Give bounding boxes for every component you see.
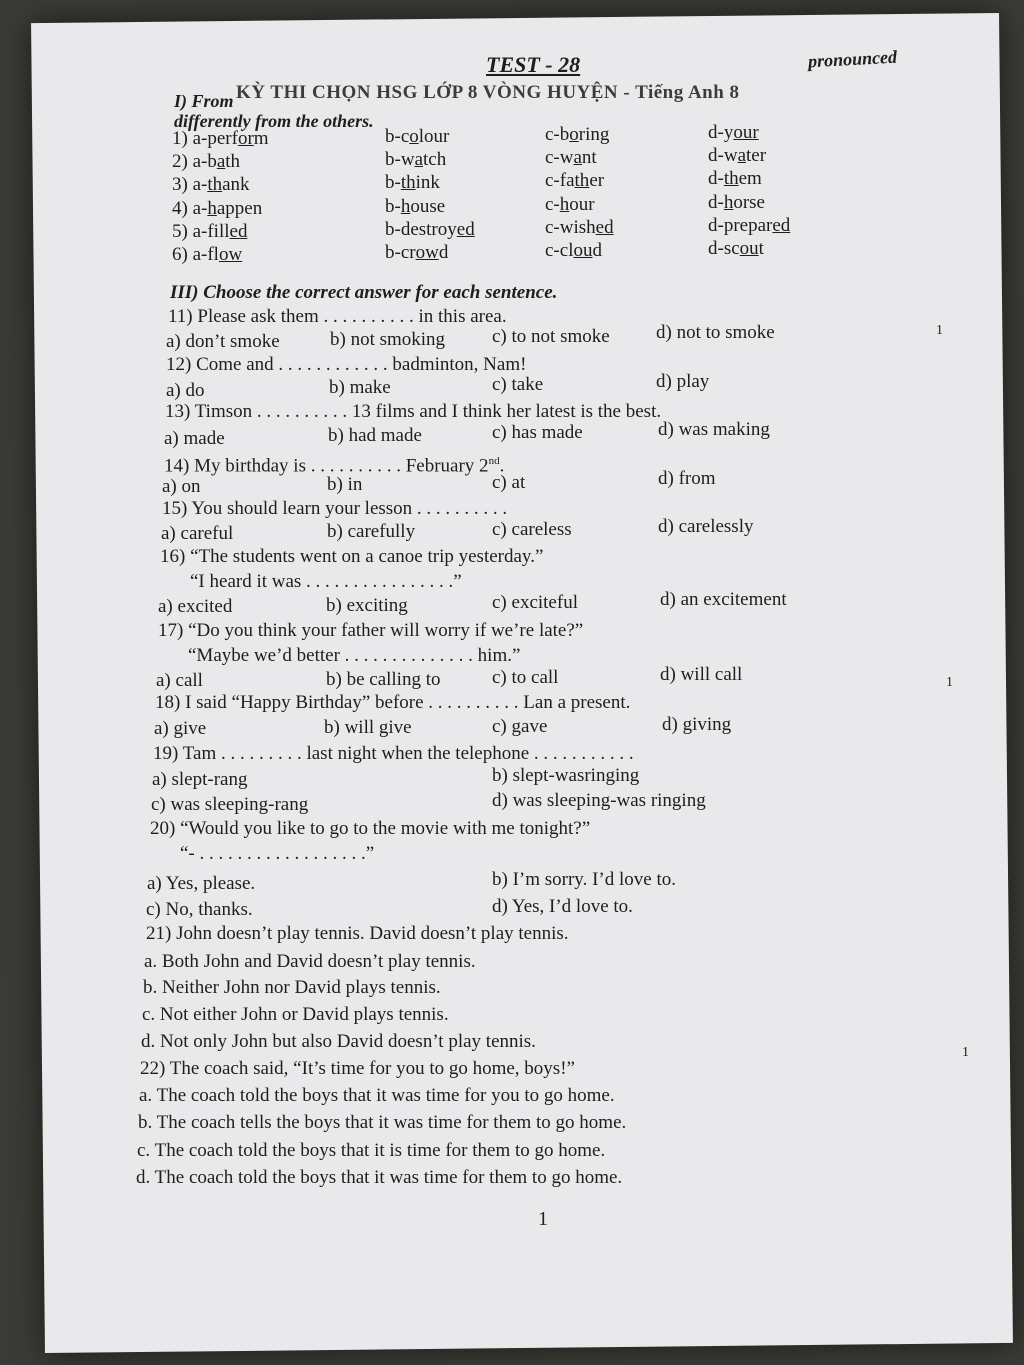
q16-option-b: b) exciting <box>326 595 408 616</box>
section1-q5-option-d: d-prepared <box>708 215 791 236</box>
q16-stem: 16) “The students went on a canoe trip yesterday.” <box>160 546 544 567</box>
section1-q3-option-d: d-them <box>708 168 762 189</box>
page-number: 1 <box>538 1208 548 1230</box>
q13-stem: 13) Timson . . . . . . . . . . 13 films and I think her latest is the best. <box>165 401 662 422</box>
q17-option-a: a) call <box>156 670 203 691</box>
margin-mark: 1 <box>946 675 953 690</box>
margin-mark: 1 <box>962 1045 969 1060</box>
underlined-part: th <box>723 168 739 189</box>
q22-option-a: a. The coach told the boys that it was time for you to go home. <box>139 1085 615 1106</box>
q14-superscript: nd <box>488 455 500 467</box>
q17-option-b: b) be calling to <box>326 669 441 690</box>
underlined-part: our <box>733 122 759 143</box>
underlined-part: th <box>400 172 416 193</box>
section1-q3-option-b: b-think <box>385 172 440 193</box>
q20-stem: 20) “Would you like to go to the movie with me tonight?” <box>150 818 591 839</box>
q16-option-a: a) excited <box>158 596 233 617</box>
underlined-part: ow <box>218 244 243 265</box>
section1-q6-option-d: d-scout <box>708 238 764 259</box>
underlined-part: ed <box>772 215 791 236</box>
q20-option-d: d) Yes, I’d love to. <box>492 896 633 917</box>
underlined-part: ed <box>456 219 475 240</box>
q18-option-d: d) giving <box>662 714 732 735</box>
q14-option-b: b) in <box>327 474 363 495</box>
q19-option-b: b) slept-wasringing <box>492 765 640 786</box>
q12-option-b: b) make <box>329 377 391 398</box>
section1-q5-option-c: c-wished <box>545 217 614 238</box>
q11-stem: 11) Please ask them . . . . . . . . . . in this area. <box>168 306 507 327</box>
underlined-part: h <box>207 198 217 219</box>
q14-option-a: a) on <box>162 476 201 497</box>
section1-q4-option-c: c-hour <box>545 194 595 215</box>
q12-option-d: d) play <box>656 371 710 392</box>
underlined-part: a <box>737 145 746 166</box>
section1-q2-option-a: 2) a-bath <box>172 151 241 172</box>
q11-option-d: d) not to smoke <box>656 322 775 343</box>
underlined-part: or <box>237 128 254 149</box>
underlined-part: ou <box>739 238 759 259</box>
q22-option-c: c. The coach told the boys that it is time for them to go home. <box>137 1140 606 1161</box>
q21-option-d: d. Not only John but also David doesn’t play tennis. <box>141 1031 536 1052</box>
section1-q5-option-b: b-destroyed <box>385 219 475 240</box>
section1-q1-option-c: c-boring <box>545 124 610 145</box>
section1-q1-option-a: 1) a-perform <box>172 128 269 149</box>
section1-intro-line2: differently from the others. <box>174 111 374 131</box>
section1-q2-option-c: c-want <box>545 147 597 168</box>
q15-option-d: d) carelessly <box>658 516 754 537</box>
q14-option-d: d) from <box>658 468 716 489</box>
q20-option-b: b) I’m sorry. I’d love to. <box>492 869 676 890</box>
q20-stem-line2: “- . . . . . . . . . . . . . . . . . .” <box>180 843 375 864</box>
section1-q3-option-a: 3) a-thank <box>172 174 250 195</box>
q15-option-a: a) careful <box>161 523 234 544</box>
section1-q4-option-d: d-horse <box>708 192 765 213</box>
q19-stem: 19) Tam . . . . . . . . . last night when the telephone . . . . . . . . . . . <box>153 743 634 764</box>
q21-stem: 21) John doesn’t play tennis. David doesn’t play tennis. <box>146 923 569 944</box>
margin-mark: 1 <box>936 323 943 338</box>
q11-option-b: b) not smoking <box>330 329 446 350</box>
q17-stem: 17) “Do you think your father will worry if we’re late?” <box>158 620 584 641</box>
section1-q1-option-b: b-colour <box>385 126 450 147</box>
q18-option-c: c) gave <box>492 716 548 737</box>
q16-option-c: c) exciteful <box>492 592 578 613</box>
underlined-part: ou <box>573 240 593 261</box>
underlined-part: ed <box>595 217 614 238</box>
section1-q6-option-b: b-crowd <box>385 242 449 263</box>
section1-intro-start: I) From <box>174 91 234 111</box>
q11-option-a: a) don’t smoke <box>166 331 280 352</box>
q22-stem: 22) The coach said, “It’s time for you to go home, boys!” <box>140 1058 575 1079</box>
q14-stem: 14) My birthday is . . . . . . . . . . February 2nd. <box>164 455 505 477</box>
section1-intro-end: pronounced <box>807 46 898 72</box>
q20-option-a: a) Yes, please. <box>147 873 256 894</box>
underlined-part: o <box>409 126 419 147</box>
q15-option-b: b) carefully <box>327 521 416 542</box>
underlined-part: a <box>573 147 582 168</box>
underlined-part: ow <box>415 242 439 263</box>
section1-q2-option-d: d-water <box>708 145 767 166</box>
test-title: TEST - 28 <box>486 52 581 77</box>
q19-option-c: c) was sleeping-rang <box>151 794 309 815</box>
underlined-part: ed <box>229 221 248 242</box>
q12-stem: 12) Come and . . . . . . . . . . . . badminton, Nam! <box>166 354 527 375</box>
q19-option-a: a) slept-rang <box>152 769 248 790</box>
q19-option-d: d) was sleeping-was ringing <box>492 790 706 811</box>
q18-option-b: b) will give <box>324 717 412 738</box>
section1-q4-option-b: b-house <box>385 196 446 217</box>
section1-q4-option-a: 4) a-happen <box>172 198 263 219</box>
section1-q6-option-a: 6) a-flow <box>172 244 243 265</box>
q21-option-a: a. Both John and David doesn’t play tennis. <box>144 951 476 972</box>
underlined-part: a <box>414 149 423 170</box>
q16-option-d: d) an excitement <box>660 589 787 610</box>
q22-option-b: b. The coach tells the boys that it was time for them to go home. <box>138 1112 627 1133</box>
underlined-part: h <box>723 192 734 213</box>
q22-option-d: d. The coach told the boys that it was time for them to go home. <box>136 1167 623 1188</box>
q21-option-b: b. Neither John nor David plays tennis. <box>143 977 441 998</box>
q13-option-a: a) made <box>164 428 225 449</box>
underlined-part: th <box>574 170 590 191</box>
section1-q5-option-a: 5) a-filled <box>172 221 248 242</box>
q17-option-d: d) will call <box>660 664 743 685</box>
q15-stem: 15) You should learn your lesson . . . . . . . . . . <box>162 498 508 519</box>
q18-stem: 18) I said “Happy Birthday” before . . . . . . . . . . Lan a present. <box>155 692 631 713</box>
q17-stem-line2: “Maybe we’d better . . . . . . . . . . . . . . him.” <box>188 645 521 666</box>
q11-option-c: c) to not smoke <box>492 326 610 347</box>
underlined-part: th <box>207 174 223 195</box>
q12-option-c: c) take <box>492 374 544 395</box>
section3-heading: III) Choose the correct answer for each sentence. <box>170 282 558 303</box>
q18-option-a: a) give <box>154 718 207 739</box>
section1-q3-option-c: c-father <box>545 170 605 191</box>
section1-q6-option-c: c-cloud <box>545 240 602 261</box>
q14-option-c: c) at <box>492 472 526 493</box>
underlined-part: a <box>216 151 226 172</box>
q13-option-d: d) was making <box>658 419 770 440</box>
q16-stem-line2: “I heard it was . . . . . . . . . . . . . . . .” <box>190 571 462 592</box>
q12-option-a: a) do <box>166 380 205 401</box>
q13-option-c: c) has made <box>492 422 583 443</box>
q15-option-c: c) careless <box>492 519 572 540</box>
q20-option-c: c) No, thanks. <box>146 899 253 920</box>
underlined-part: h <box>400 196 411 217</box>
underlined-part: h <box>559 194 570 215</box>
section1-q1-option-d: d-your <box>708 122 759 143</box>
overlay-header-watermark: KỲ THI CHỌN HSG LỚP 8 VÒNG HUYỆN - Tiếng Anh 8 <box>236 82 740 103</box>
section1-q2-option-b: b-watch <box>385 149 447 170</box>
underlined-part: o <box>569 124 579 145</box>
q17-option-c: c) to call <box>492 667 559 688</box>
q21-option-c: c. Not either John or David plays tennis. <box>142 1004 449 1025</box>
q13-option-b: b) had made <box>328 425 422 446</box>
